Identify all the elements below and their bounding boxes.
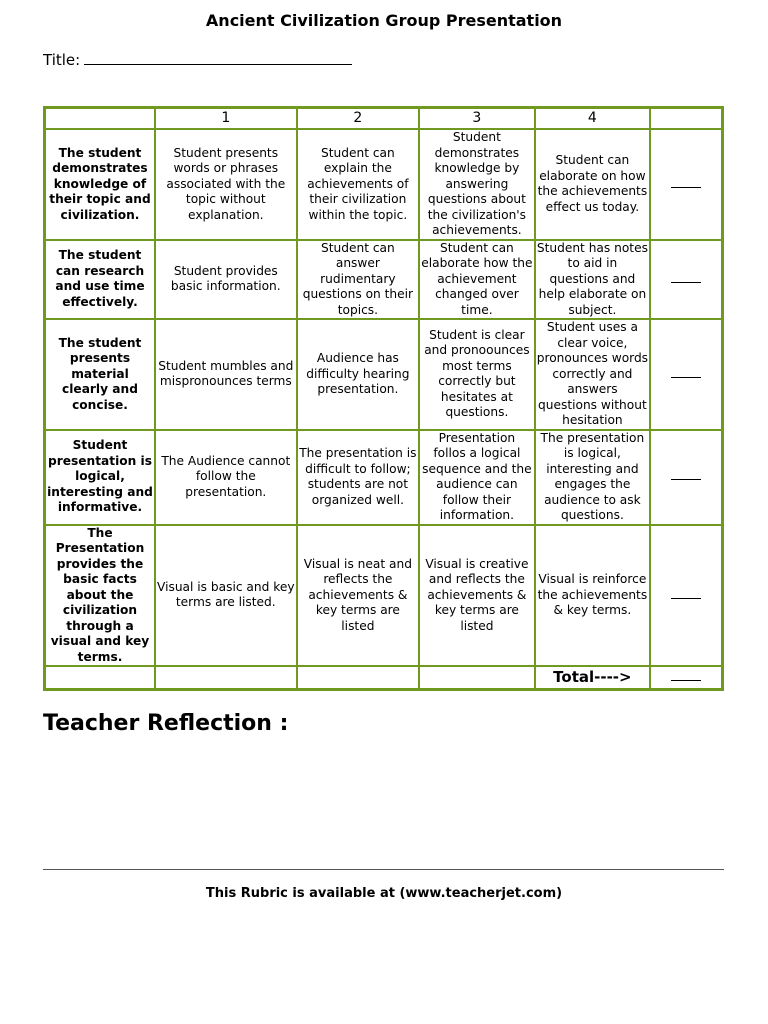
level-cell: Visual is creative and reflects the achievements & key terms are listed: [419, 525, 535, 667]
score-blank-line: [671, 186, 701, 188]
score-cell[interactable]: [650, 129, 722, 240]
level-cell: Visual is basic and key terms are listed.: [155, 525, 297, 667]
level-cell: The Audience cannot follow the presentation.: [155, 430, 297, 525]
total-empty-cell: [419, 666, 535, 689]
score-cell[interactable]: [650, 430, 722, 525]
total-blank-line: [671, 679, 701, 681]
document-title: Ancient Civilization Group Presentation: [205, 11, 563, 30]
level-cell: Student is clear and pronoounces most terms correctly but hesitates at questions.: [419, 319, 535, 430]
level-cell: Visual is reinforce the achievements & key terms.: [535, 525, 651, 667]
level-cell: Student can elaborate on how the achievements effect us today.: [535, 129, 651, 240]
level-cell: Student presents words or phrases associated with the topic without explanation.: [155, 129, 297, 240]
rubric-row: [45, 525, 723, 667]
score-blank-line: [671, 281, 701, 283]
criterion-cell: The student can research and use time effectively.: [45, 240, 155, 320]
rubric-row: [45, 240, 723, 320]
level-cell: Student provides basic information.: [155, 240, 297, 320]
score-blank-line: [671, 376, 701, 378]
score-blank-line: [671, 478, 701, 480]
teacher-reflection-heading: Teacher Reflection :: [43, 711, 289, 736]
score-header-blank: [650, 108, 722, 130]
level-cell: Student has notes to aid in questions and help elaborate on subject.: [535, 240, 651, 320]
rubric-row: [45, 129, 723, 240]
total-empty-cell: [297, 666, 420, 689]
level-cell: Student can elaborate how the achievement changed over time.: [419, 240, 535, 320]
rubric-header-row: [45, 108, 723, 130]
footer-text: This Rubric is available at (www.teacherjet.com): [205, 886, 563, 901]
level-cell: Presentation follos a logical sequence and the audience can follow their information.: [419, 430, 535, 525]
criterion-cell: The student demonstrates knowledge of their topic and civilization.: [45, 129, 155, 240]
score-header: 2: [297, 108, 420, 130]
title-blank-line[interactable]: [84, 50, 352, 65]
score-cell[interactable]: [650, 319, 722, 430]
level-cell: Visual is neat and reflects the achievements & key terms are listed: [297, 525, 420, 667]
level-cell: The presentation is logical, interesting and engages the audience to ask questions.: [535, 430, 651, 525]
criterion-cell: The Presentation provides the basic facts about the civilization through a visual and key terms.: [45, 525, 155, 667]
criterion-cell: Student presentation is logical, interesting and informative.: [45, 430, 155, 525]
title-field: [43, 50, 352, 69]
rubric-table: [43, 106, 724, 691]
level-cell: Student can explain the achievements of their civilization within the topic.: [297, 129, 420, 240]
title-field-label: Title:: [43, 51, 81, 69]
level-cell: Student demonstrates knowledge by answering questions about the civilization's achievements.: [419, 129, 535, 240]
score-cell[interactable]: [650, 525, 722, 667]
level-cell: Student can answer rudimentary questions on their topics.: [297, 240, 420, 320]
total-label: Total---->: [535, 666, 651, 689]
score-header: 1: [155, 108, 297, 130]
total-row: [45, 666, 723, 689]
score-cell[interactable]: [650, 240, 722, 320]
level-cell: Student uses a clear voice, pronounces words correctly and answers questions without hesitation: [535, 319, 651, 430]
header-corner-cell: [45, 108, 155, 130]
footer-divider: [43, 869, 724, 870]
score-header: 4: [535, 108, 651, 130]
score-blank-line: [671, 597, 701, 599]
criterion-cell: The student presents material clearly and concise.: [45, 319, 155, 430]
total-empty-cell: [155, 666, 297, 689]
total-empty-cell: [45, 666, 155, 689]
rubric-row: [45, 319, 723, 430]
score-header: 3: [419, 108, 535, 130]
level-cell: The presentation is difficult to follow; students are not organized well.: [297, 430, 420, 525]
level-cell: Audience has difficulty hearing presentation.: [297, 319, 420, 430]
rubric-row: [45, 430, 723, 525]
level-cell: Student mumbles and mispronounces terms: [155, 319, 297, 430]
total-score-cell[interactable]: [650, 666, 722, 689]
